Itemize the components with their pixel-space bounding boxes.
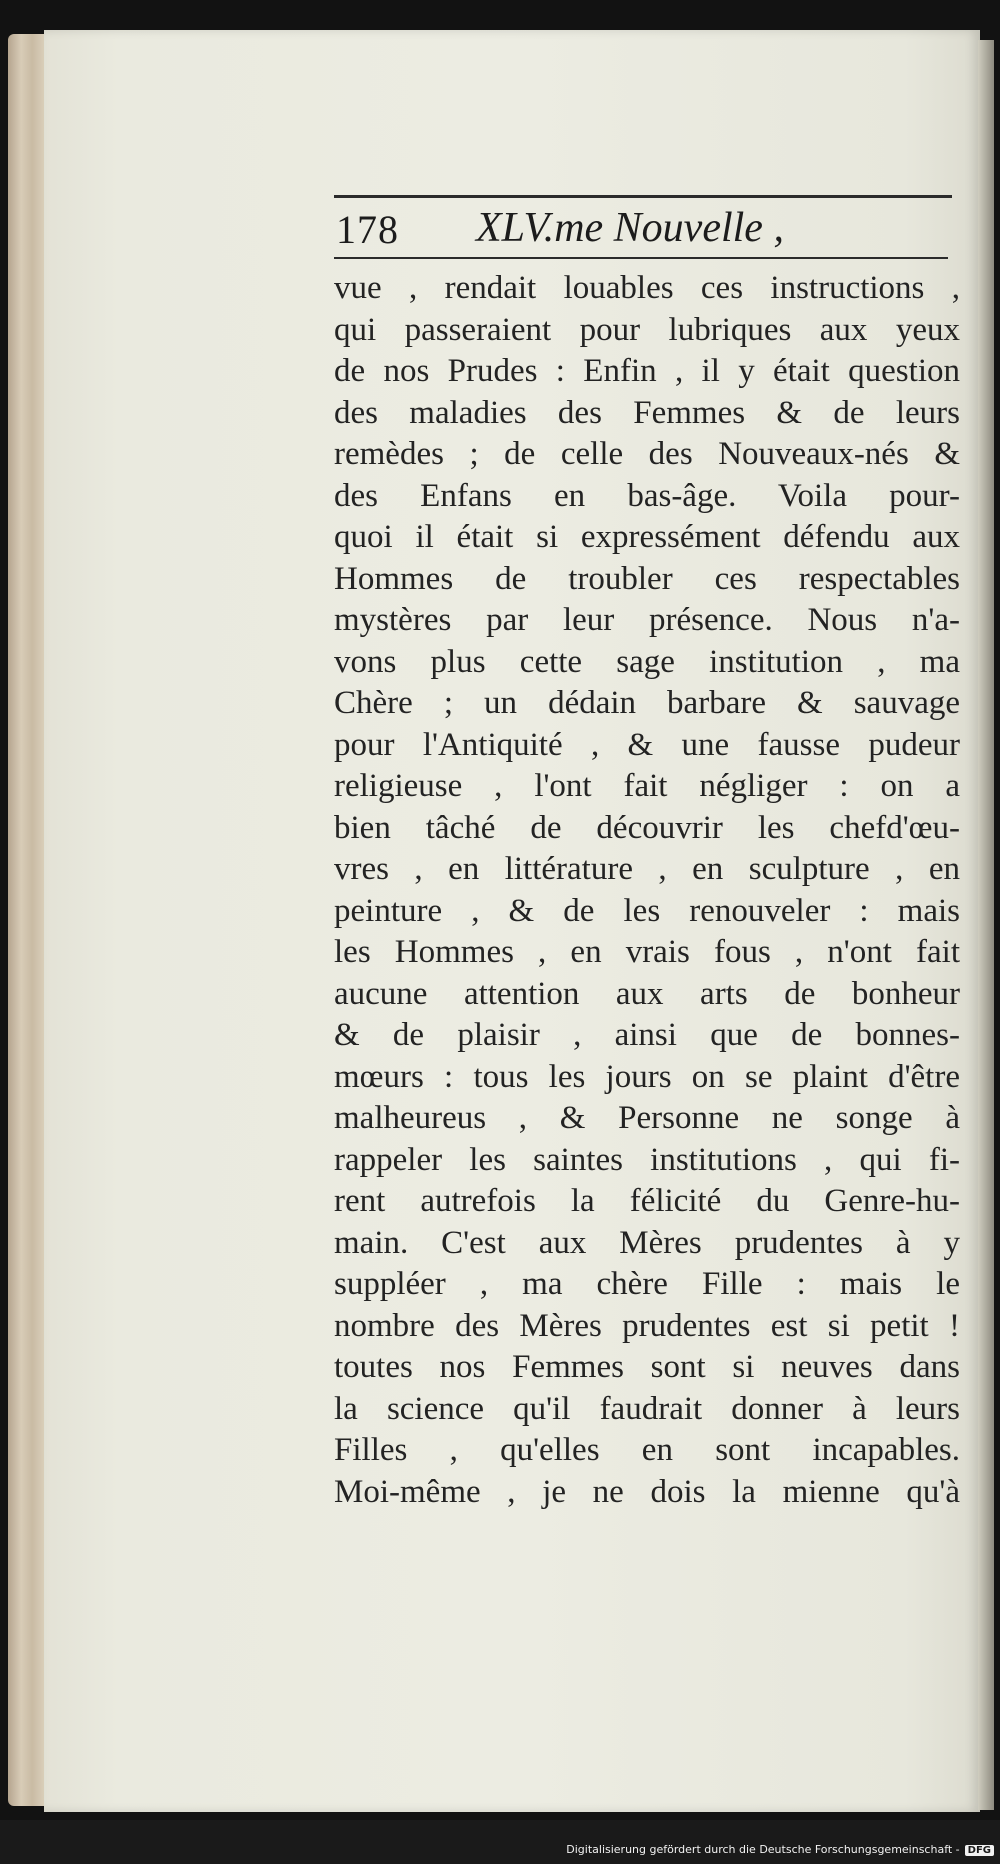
text-line: rent autrefois la félicité du Genre-hu- [334, 1183, 960, 1219]
text-line: main. C'est aux Mères prudentes à y [334, 1224, 960, 1261]
text-line: malheureus , & Personne ne songe à [334, 1100, 960, 1136]
text-line: toutes nos Femmes sont si neuves dans [334, 1349, 960, 1385]
text-line: Hommes de troubler ces respectables [334, 560, 960, 597]
text-line: quoi il était si expressément défendu aux [334, 519, 960, 555]
text-line: Chère ; un dédain barbare & sauvage [334, 685, 960, 721]
text-line: les Hommes , en vrais fous , n'ont fait [334, 934, 960, 970]
body-text [334, 268, 960, 1513]
text-line: qui passeraient pour lubriques aux yeux [334, 311, 960, 348]
text-line: mœurs : tous les jours on se plaint d'être [334, 1058, 960, 1095]
text-line: pour l'Antiquité , & une fausse pudeur [334, 726, 960, 763]
text-line: rappeler les saintes institutions , qui fi- [334, 1141, 960, 1178]
text-line: remèdes ; de celle des Nouveaux-nés & [334, 436, 960, 472]
text-line: & de plaisir , ainsi que de bonnes- [334, 1017, 960, 1053]
text-line: la science qu'il faudrait donner à leurs [334, 1390, 960, 1427]
running-head-title: XLV.me Nouvelle , [476, 205, 784, 251]
text-line: nombre des Mères prudentes est si petit ! [334, 1307, 960, 1344]
text-line: Filles , qu'elles en sont incapables. [334, 1432, 960, 1468]
text-line: bien tâché de découvrir les chefd'œu- [334, 809, 960, 846]
text-line: vres , en littérature , en sculpture , en [334, 851, 960, 887]
text-line: vons plus cette sage institution , ma [334, 643, 960, 680]
running-head [336, 198, 956, 258]
book-spine-shadow [978, 40, 994, 1810]
text-line: aucune attention aux arts de bonheur [334, 975, 960, 1012]
text-line: de nos Prudes : Enfin , il y était question [334, 353, 960, 389]
text-line: des maladies des Femmes & de leurs [334, 394, 960, 431]
text-line: des Enfans en bas-âge. Voila pour- [334, 477, 960, 514]
text-line: peinture , & de les renouveler : mais [334, 892, 960, 929]
text-line: Moi-même , je ne dois la mienne qu'à [334, 1473, 960, 1510]
header-rule-bottom [334, 257, 948, 259]
digitization-credit [566, 1843, 994, 1856]
text-line: mystères par leur présence. Nous n'a- [334, 602, 960, 638]
page-number: 178 [336, 207, 399, 252]
text-line: suppléer , ma chère Fille : mais le [334, 1266, 960, 1302]
text-line: vue , rendait louables ces instructions , [334, 270, 960, 306]
credit-text: Digitalisierung gefördert durch die Deutsche Forschungsgemeinschaft - [566, 1843, 960, 1856]
text-line: religieuse , l'ont fait négliger : on a [334, 768, 960, 804]
dfg-logo-icon: DFG [965, 1845, 994, 1856]
